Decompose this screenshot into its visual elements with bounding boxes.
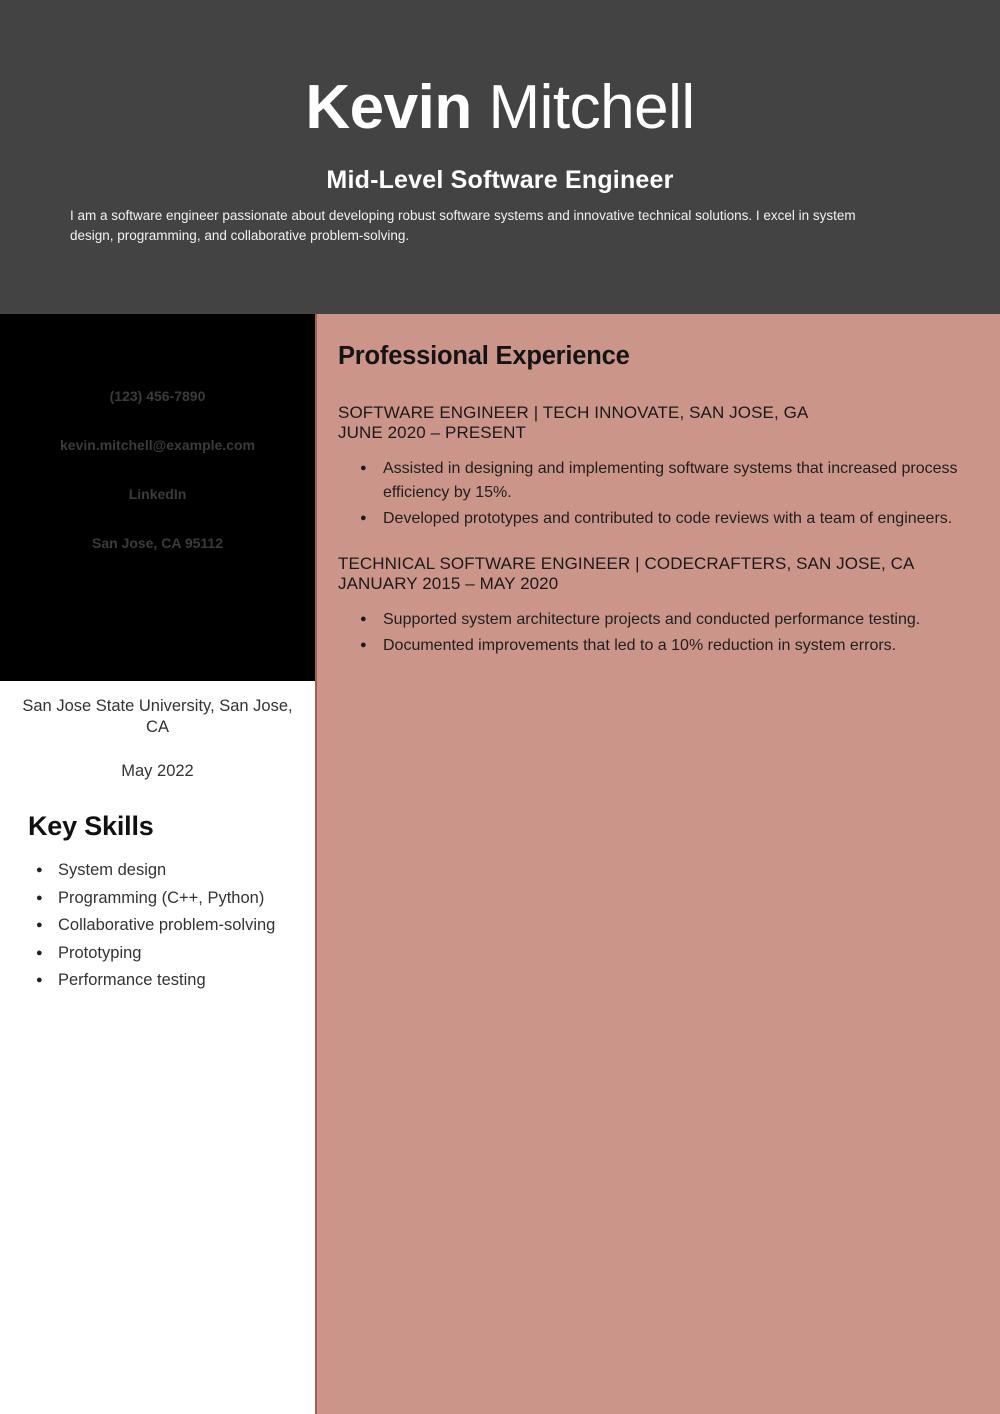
list-item: ● Developed prototypes and contributed to code reviews with a team of engineers. <box>383 507 983 531</box>
list-item: ● System design <box>58 857 338 885</box>
candidate-first-name: Kevin <box>305 73 472 142</box>
list-item: ● Assisted in designing and implementing software systems that increased process efficiency by 15%. <box>383 457 983 504</box>
job-bullets <box>338 457 983 531</box>
contact-list <box>0 386 315 582</box>
list-item: ● Programming (C++, Python) <box>58 885 338 913</box>
experience-entry-1 <box>338 403 983 531</box>
candidate-name <box>0 72 1000 144</box>
list-item: ● Performance testing <box>58 967 338 995</box>
contact-email[interactable]: kevin.mitchell@example.com <box>60 437 255 453</box>
main-content <box>315 314 1000 1414</box>
list-item: ● Prototyping <box>58 940 338 968</box>
candidate-job-title: Mid-Level Software Engineer <box>326 166 674 194</box>
key-skills-heading: Key Skills <box>28 811 154 841</box>
candidate-last-name: Mitchell <box>488 73 695 142</box>
experience-section <box>338 314 983 661</box>
key-skills-list <box>28 857 338 995</box>
education-section <box>0 696 315 782</box>
experience-entry-2 <box>338 554 983 658</box>
job-headline: TECHNICAL SOFTWARE ENGINEER | CODECRAFTERS, SAN JOSE, CA <box>338 553 915 573</box>
education-school: San Jose State University, San Jose, CA <box>22 697 293 736</box>
job-dates: JUNE 2020 – PRESENT <box>338 423 527 442</box>
candidate-summary: I am a software engineer passionate about developing robust software systems and innovative technical solutions. I excel in system design, programming, and collaborative problem-solving. <box>70 208 856 243</box>
job-dates: JANUARY 2015 – MAY 2020 <box>338 573 559 593</box>
experience-heading: Professional Experience <box>338 342 630 370</box>
list-item: ● Supported system architecture projects and conducted performance testing. <box>383 608 983 632</box>
education-date: May 2022 <box>121 762 194 780</box>
contact-address: San Jose, CA 95112 <box>91 535 223 551</box>
list-item: ● Collaborative problem-solving <box>58 912 338 940</box>
job-bullets <box>338 608 983 658</box>
contact-linkedin[interactable]: LinkedIn <box>128 486 187 502</box>
job-headline: SOFTWARE ENGINEER | TECH INNOVATE, SAN JOSE, GA <box>338 403 809 422</box>
sidebar <box>0 314 315 1414</box>
contact-phone[interactable]: (123) 456-7890 <box>109 388 206 404</box>
list-item: ● Documented improvements that led to a 10% reduction in system errors. <box>383 634 983 658</box>
resume-header <box>0 0 1000 314</box>
